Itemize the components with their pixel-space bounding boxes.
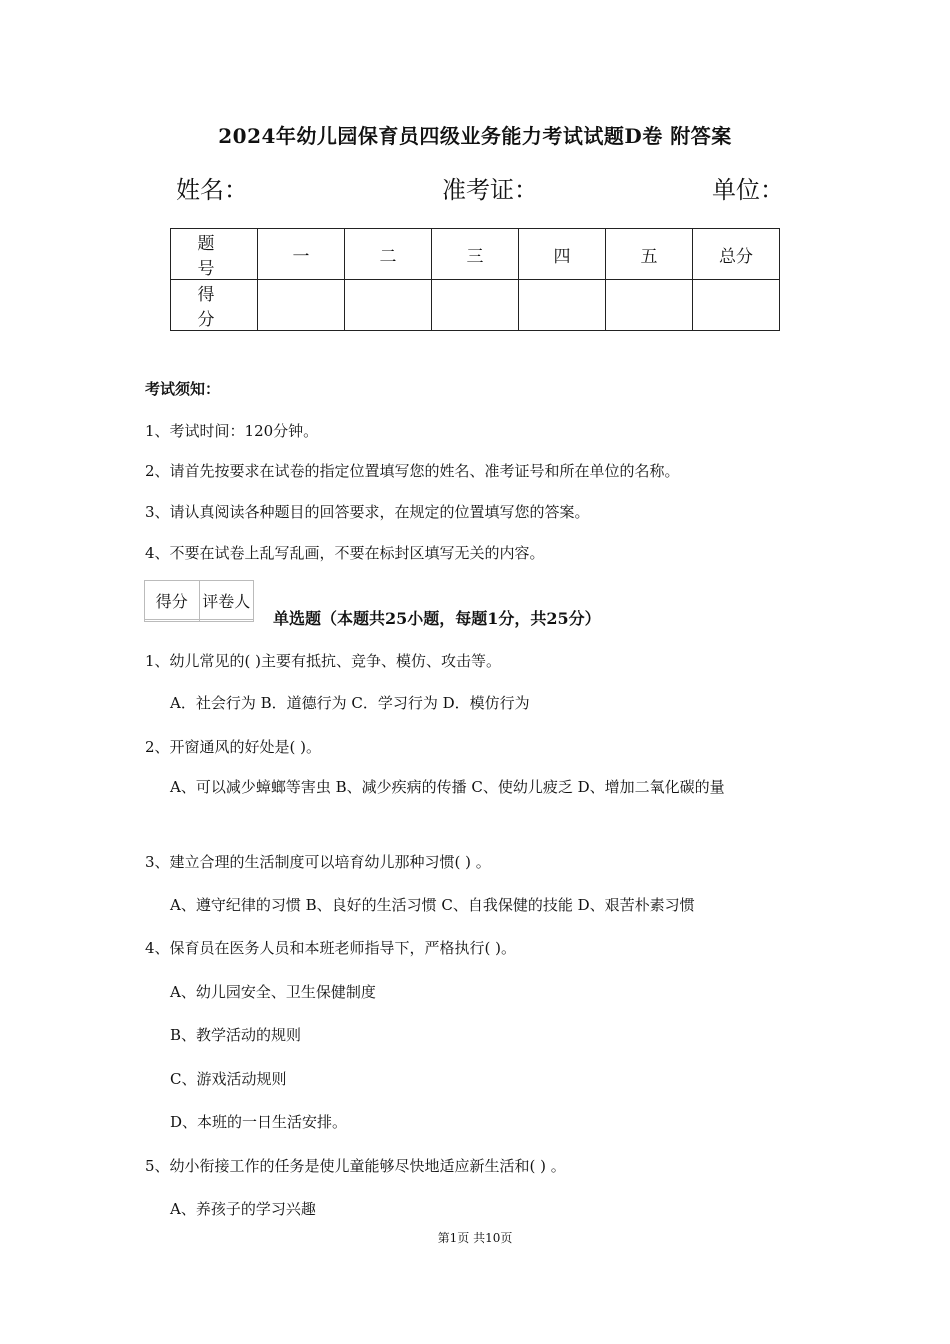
question-stem: 2、开窗通风的好处是( )。	[145, 738, 322, 756]
name-label: 姓名：	[176, 176, 248, 204]
score-table-header-cell: 三	[432, 229, 519, 280]
notice-heading: 考试须知：	[145, 380, 221, 398]
score-table	[170, 228, 780, 331]
grader-score-cell[interactable]	[145, 620, 200, 622]
notice-item: 2、请首先按要求在试卷的指定位置填写您的姓名、准考证号和所在单位的名称。	[145, 462, 680, 480]
page-footer: 第1页 共10页	[437, 1231, 513, 1245]
score-table-header-row	[171, 229, 780, 280]
question-stem: 1、幼儿常见的( )主要有抵抗、竞争、模仿、攻击等。	[145, 652, 502, 670]
score-cell[interactable]	[606, 280, 693, 331]
question-stem: 4、保育员在医务人员和本班老师指导下，严格执行( )。	[145, 939, 517, 957]
score-table-header-cell: 二	[345, 229, 432, 280]
score-table-header-cell: 五	[606, 229, 693, 280]
grader-name-label: 评卷人	[199, 581, 254, 620]
score-cell[interactable]	[693, 280, 780, 331]
question-option: B、教学活动的规则	[170, 1026, 302, 1044]
notice-item: 1、考试时间：120分钟。	[145, 422, 319, 440]
score-cell[interactable]	[432, 280, 519, 331]
score-table-header-cell: 一	[258, 229, 345, 280]
grader-name-cell[interactable]	[199, 620, 254, 622]
score-table-header-cell: 题 号	[171, 229, 258, 280]
notice-item: 3、请认真阅读各种题目的回答要求，在规定的位置填写您的答案。	[145, 503, 590, 521]
question-option: A、幼儿园安全、卫生保健制度	[170, 983, 376, 1001]
score-cell[interactable]	[345, 280, 432, 331]
question-stem: 3、建立合理的生活制度可以培育幼儿那种习惯( ) 。	[145, 853, 491, 871]
unit-label: 单位：	[712, 176, 784, 204]
score-cell[interactable]	[258, 280, 345, 331]
page-title: 2024年幼儿园保育员四级业务能力考试试题D卷 附答案	[218, 124, 732, 148]
question-option: C、游戏活动规则	[170, 1070, 287, 1088]
question-options: A．社会行为 B．道德行为 C．学习行为 D．模仿行为	[170, 694, 530, 712]
question-option: D、本班的一日生活安排。	[170, 1113, 348, 1131]
grader-box	[144, 580, 254, 622]
score-cell[interactable]	[519, 280, 606, 331]
question-options: A、可以减少蟑螂等害虫 B、减少疾病的传播 C、使幼儿疲乏 D、增加二氧化碳的量	[170, 778, 725, 796]
score-table-score-row	[171, 280, 780, 331]
question-options: A、遵守纪律的习惯 B、良好的生活习惯 C、自我保健的技能 D、艰苦朴素习惯	[170, 896, 695, 914]
score-table-header-cell: 四	[519, 229, 606, 280]
question-stem: 5、幼小衔接工作的任务是使儿童能够尽快地适应新生活和( ) 。	[145, 1157, 566, 1175]
exam-number-label: 准考证：	[442, 176, 538, 204]
score-row-label: 得 分	[171, 280, 258, 331]
notice-item: 4、不要在试卷上乱写乱画，不要在标封区填写无关的内容。	[145, 544, 545, 562]
section-heading: 单选题（本题共25小题，每题1分，共25分）	[273, 609, 601, 628]
grader-score-label: 得分	[145, 581, 200, 620]
question-option: A、养孩子的学习兴趣	[170, 1200, 316, 1218]
score-table-header-cell: 总分	[693, 229, 780, 280]
